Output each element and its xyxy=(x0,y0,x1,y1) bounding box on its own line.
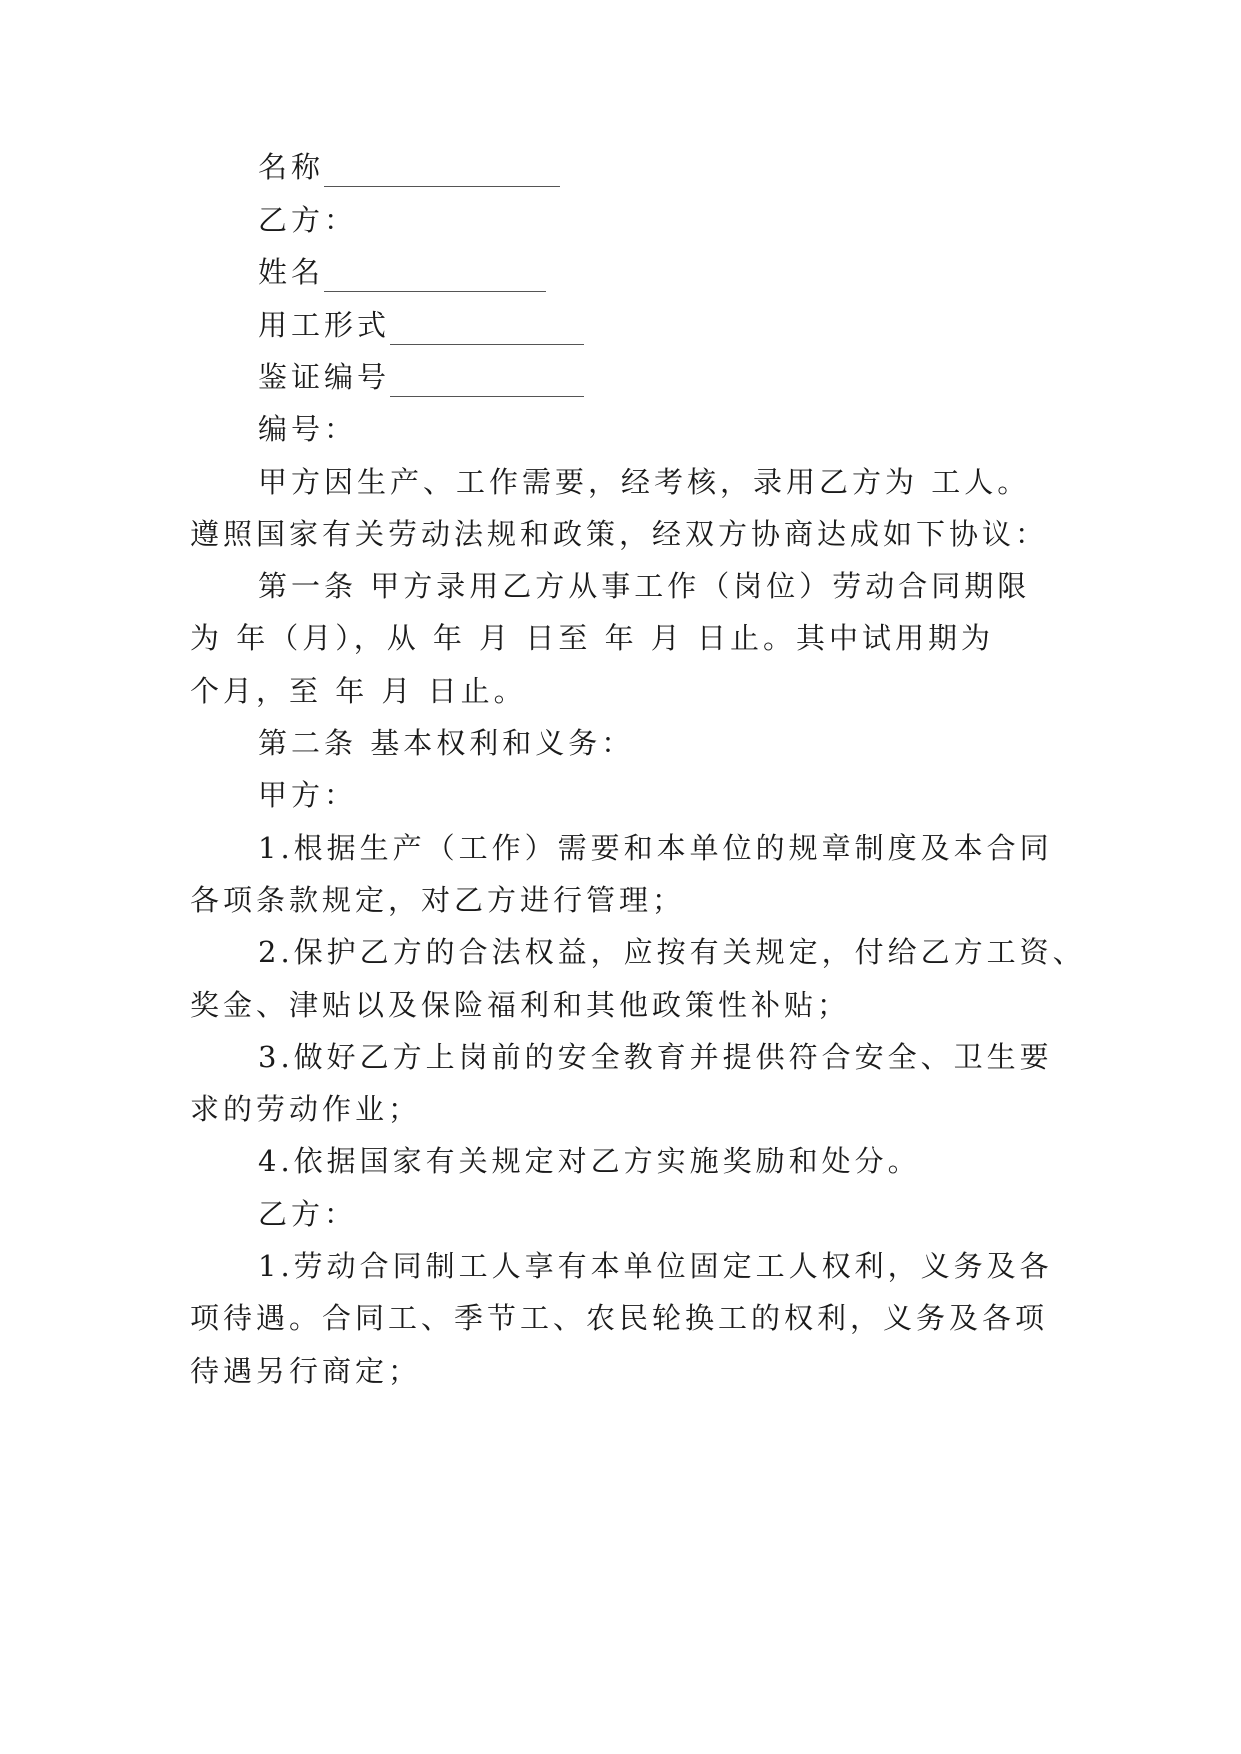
article-1-line-2: 为 年（月），从 年 月 日至 年 月 日止。其中试用期为 xyxy=(190,621,995,655)
party-b-item-1-line-1: 1.劳动合同制工人享有本单位固定工人权利，义务及各 xyxy=(258,1249,1053,1283)
party-b-item-1-line-2: 项待遇。合同工、季节工、农民轮换工的权利，义务及各项 xyxy=(190,1301,1049,1335)
article-2-title: 第二条 基本权利和义务： xyxy=(258,726,635,760)
name-label: 名称 xyxy=(258,150,325,184)
intro-paragraph-line-2: 遵照国家有关劳动法规和政策，经双方协商达成如下协议： xyxy=(190,517,1049,551)
intro-paragraph-line-1: 甲方因生产、工作需要，经考核，录用乙方为 工人。 xyxy=(258,465,1031,499)
document-number-heading xyxy=(0,409,1241,449)
fullname-blank[interactable] xyxy=(324,261,546,292)
name-blank[interactable] xyxy=(324,156,560,187)
party-a-heading: 甲方： xyxy=(258,778,358,812)
party-a-item-1-line-1: 1.根据生产（工作）需要和本单位的规章制度及本合同 xyxy=(258,831,1053,865)
party-b-item-1-line-3: 待遇另行商定； xyxy=(190,1354,422,1388)
certification-number-blank[interactable] xyxy=(390,366,584,397)
article-1-line-3: 个月，至 年 月 日止。 xyxy=(190,674,527,708)
article-1-line-1: 第一条 甲方录用乙方从事工作（岗位）劳动合同期限 xyxy=(258,569,1031,603)
employment-form-field xyxy=(0,305,1241,345)
document-number-label: 编号： xyxy=(258,412,358,446)
party-a-item-3-line-1: 3.做好乙方上岗前的安全教育并提供符合安全、卫生要 xyxy=(258,1040,1053,1074)
name-field xyxy=(0,147,1241,187)
party-b-heading xyxy=(0,200,1241,240)
certification-number-label: 鉴证编号 xyxy=(258,360,391,394)
party-a-item-4-line-1: 4.依据国家有关规定对乙方实施奖励和处分。 xyxy=(258,1144,921,1178)
party-a-item-3-line-2: 求的劳动作业； xyxy=(190,1092,422,1126)
employment-form-blank[interactable] xyxy=(390,314,584,345)
party-a-item-1-line-2: 各项条款规定，对乙方进行管理； xyxy=(190,883,686,917)
employment-form-label: 用工形式 xyxy=(258,308,391,342)
party-b-label: 乙方： xyxy=(258,203,358,237)
fullname-field xyxy=(0,252,1241,292)
party-a-item-2-line-2: 奖金、津贴以及保险福利和其他政策性补贴； xyxy=(190,988,851,1022)
party-a-item-2-line-1: 2.保护乙方的合法权益，应按有关规定，付给乙方工资、 xyxy=(258,935,1086,969)
party-b-section-heading: 乙方： xyxy=(258,1197,358,1231)
fullname-label: 姓名 xyxy=(258,255,325,289)
certification-number-field xyxy=(0,357,1241,397)
